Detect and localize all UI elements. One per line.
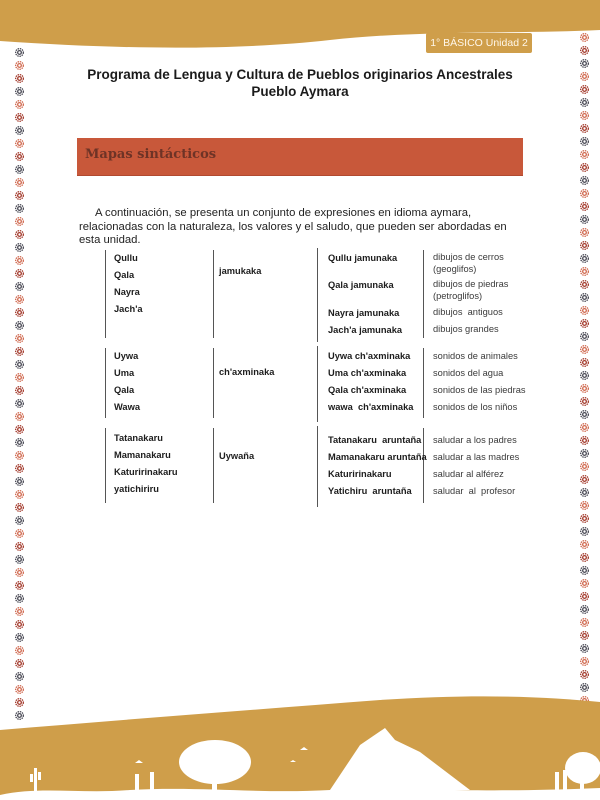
aymara-expression: Jach'a jamunaka bbox=[328, 325, 403, 335]
rosette-icon bbox=[14, 45, 25, 56]
rosette-icon bbox=[14, 487, 25, 498]
intro-paragraph: A continuación, se presenta un conjunto de expresiones en idioma aymara, relacionadas con la naturaleza, los valores y el saludo, que pueden ser abordadas en esta unidad. bbox=[79, 207, 507, 246]
rosette-icon bbox=[579, 563, 590, 574]
column-divider bbox=[105, 348, 106, 418]
rosette-icon bbox=[14, 552, 25, 563]
rosette-icon bbox=[14, 318, 25, 329]
rosette-icon bbox=[14, 448, 25, 459]
rosette-icon bbox=[579, 641, 590, 652]
rosette-icon bbox=[579, 43, 590, 54]
rosette-icon bbox=[579, 381, 590, 392]
rosette-icon bbox=[579, 615, 590, 626]
rosette-icon bbox=[579, 173, 590, 184]
rosette-icon bbox=[14, 136, 25, 147]
rosette-icon bbox=[14, 383, 25, 394]
aymara-expression: Uywa ch'axminaka bbox=[328, 351, 411, 361]
aymara-expression: Yatichiru aruntaña bbox=[328, 486, 412, 496]
suffix-word: Uywaña bbox=[219, 451, 255, 461]
rosette-icon bbox=[579, 186, 590, 197]
aymara-expression: Katuririnakaru bbox=[328, 469, 392, 479]
rosette-icon bbox=[579, 446, 590, 457]
spanish-meaning: saludar al alférez bbox=[433, 469, 504, 479]
rosette-icon bbox=[579, 654, 590, 665]
right-decorative-border bbox=[576, 30, 592, 710]
rosette-icon bbox=[14, 344, 25, 355]
rosette-icon bbox=[579, 472, 590, 483]
spanish-meaning: saludar a las madres bbox=[433, 452, 520, 462]
rosette-icon bbox=[579, 511, 590, 522]
rosette-icon bbox=[579, 238, 590, 249]
rosette-icon bbox=[579, 251, 590, 262]
column-divider bbox=[105, 428, 106, 503]
rosette-icon bbox=[14, 331, 25, 342]
rosette-icon bbox=[14, 253, 25, 264]
rosette-icon bbox=[14, 370, 25, 381]
spanish-meaning: sonidos de las piedras bbox=[433, 385, 526, 395]
rosette-icon bbox=[579, 433, 590, 444]
rosette-icon bbox=[14, 565, 25, 576]
rosette-icon bbox=[579, 134, 590, 145]
rosette-icon bbox=[14, 175, 25, 186]
rosette-icon bbox=[14, 123, 25, 134]
spanish-meaning: dibujos de cerros (geoglifos) bbox=[433, 252, 507, 274]
rosette-icon bbox=[14, 201, 25, 212]
rosette-icon bbox=[14, 110, 25, 121]
rosette-icon bbox=[579, 524, 590, 535]
column-divider bbox=[213, 348, 214, 418]
rosette-icon bbox=[579, 290, 590, 301]
root-word: Uywa bbox=[114, 351, 139, 361]
column-divider bbox=[423, 348, 424, 418]
rosette-icon bbox=[579, 498, 590, 509]
rosette-icon bbox=[14, 643, 25, 654]
column-divider bbox=[423, 250, 424, 338]
aymara-expression: Tatanakaru aruntaña bbox=[328, 435, 422, 445]
rosette-icon bbox=[579, 108, 590, 119]
rosette-icon bbox=[14, 591, 25, 602]
rosette-icon bbox=[14, 409, 25, 420]
root-word: Mamanakaru bbox=[114, 450, 171, 460]
rosette-icon bbox=[579, 329, 590, 340]
rosette-icon bbox=[14, 669, 25, 680]
aymara-expression: Qullu jamunaka bbox=[328, 253, 398, 263]
rosette-icon bbox=[579, 602, 590, 613]
rosette-icon bbox=[14, 630, 25, 641]
spanish-meaning: sonidos del agua bbox=[433, 368, 504, 378]
rosette-icon bbox=[579, 303, 590, 314]
rosette-icon bbox=[579, 420, 590, 431]
rosette-icon bbox=[14, 396, 25, 407]
rosette-icon bbox=[579, 212, 590, 223]
rosette-icon bbox=[14, 266, 25, 277]
rosette-icon bbox=[14, 604, 25, 615]
rosette-icon bbox=[14, 240, 25, 251]
aymara-expression: Qala ch'axminaka bbox=[328, 385, 407, 395]
root-word: yatichiriru bbox=[114, 484, 159, 494]
rosette-icon bbox=[579, 576, 590, 587]
spanish-meaning: dibujos grandes bbox=[433, 324, 499, 334]
aymara-expression: Mamanakaru aruntaña bbox=[328, 452, 427, 462]
column-divider bbox=[317, 426, 318, 507]
grade-unit-badge: 1° BÁSICO Unidad 2 bbox=[426, 33, 532, 53]
rosette-icon bbox=[579, 199, 590, 210]
aymara-expression: Uma ch'axminaka bbox=[328, 368, 407, 378]
suffix-word: jamukaka bbox=[219, 266, 262, 276]
rosette-icon bbox=[14, 149, 25, 160]
title-line-people: Pueblo Aymara bbox=[251, 84, 349, 99]
rosette-icon bbox=[14, 656, 25, 667]
aymara-expression: wawa ch'axminaka bbox=[328, 402, 414, 412]
rosette-icon bbox=[579, 355, 590, 366]
spanish-meaning: saludar al profesor bbox=[433, 486, 516, 496]
bottom-landscape-illustration bbox=[0, 690, 600, 800]
column-divider bbox=[423, 428, 424, 503]
root-word: Jach'a bbox=[114, 304, 143, 314]
column-divider bbox=[213, 428, 214, 503]
rosette-icon bbox=[579, 30, 590, 41]
rosette-icon bbox=[579, 407, 590, 418]
rosette-icon bbox=[579, 589, 590, 600]
root-word: Qala bbox=[114, 385, 135, 395]
rosette-icon bbox=[14, 578, 25, 589]
rosette-icon bbox=[579, 264, 590, 275]
rosette-icon bbox=[14, 227, 25, 238]
rosette-icon bbox=[14, 539, 25, 550]
root-word: Nayra bbox=[114, 287, 140, 297]
rosette-icon bbox=[579, 368, 590, 379]
column-divider bbox=[317, 346, 318, 422]
root-word: Qullu bbox=[114, 253, 138, 263]
left-decorative-border bbox=[11, 45, 27, 735]
root-word: Qala bbox=[114, 270, 135, 280]
rosette-icon bbox=[14, 279, 25, 290]
page-title bbox=[0, 66, 600, 100]
section-heading: Mapas sintácticos bbox=[85, 147, 217, 162]
root-word: Wawa bbox=[114, 402, 141, 412]
root-word: Tatanakaru bbox=[114, 433, 163, 443]
rosette-icon bbox=[579, 342, 590, 353]
column-divider bbox=[105, 250, 106, 338]
rosette-icon bbox=[14, 188, 25, 199]
spanish-meaning: saludar a los padres bbox=[433, 435, 517, 445]
rosette-icon bbox=[14, 162, 25, 173]
root-word: Katuririnakaru bbox=[114, 467, 178, 477]
rosette-icon bbox=[579, 485, 590, 496]
rosette-icon bbox=[579, 537, 590, 548]
rosette-icon bbox=[579, 667, 590, 678]
column-divider bbox=[213, 250, 214, 338]
rosette-icon bbox=[14, 357, 25, 368]
suffix-word: ch'axminaka bbox=[219, 367, 275, 377]
aymara-expression: Nayra jamunaka bbox=[328, 308, 400, 318]
spanish-meaning: sonidos de animales bbox=[433, 351, 518, 361]
rosette-icon bbox=[579, 160, 590, 171]
spanish-meaning: sonidos de los niños bbox=[433, 402, 518, 412]
rosette-icon bbox=[579, 459, 590, 470]
rosette-icon bbox=[579, 225, 590, 236]
rosette-icon bbox=[14, 422, 25, 433]
rosette-icon bbox=[14, 617, 25, 628]
spanish-meaning: dibujos de piedras (petroglifos) bbox=[433, 279, 512, 301]
title-line-program: Programa de Lengua y Cultura de Pueblos originarios Ancestrales bbox=[87, 67, 513, 82]
rosette-icon bbox=[14, 305, 25, 316]
rosette-icon bbox=[14, 526, 25, 537]
rosette-icon bbox=[579, 316, 590, 327]
rosette-icon bbox=[14, 474, 25, 485]
rosette-icon bbox=[579, 121, 590, 132]
column-divider bbox=[317, 248, 318, 342]
rosette-icon bbox=[579, 550, 590, 561]
rosette-icon bbox=[14, 214, 25, 225]
rosette-icon bbox=[14, 461, 25, 472]
rosette-icon bbox=[14, 513, 25, 524]
rosette-icon bbox=[14, 292, 25, 303]
aymara-expression: Qala jamunaka bbox=[328, 280, 394, 290]
root-word: Uma bbox=[114, 368, 135, 378]
rosette-icon bbox=[579, 394, 590, 405]
rosette-icon bbox=[579, 147, 590, 158]
rosette-icon bbox=[14, 500, 25, 511]
rosette-icon bbox=[579, 628, 590, 639]
rosette-icon bbox=[579, 277, 590, 288]
spanish-meaning: dibujos antiguos bbox=[433, 307, 503, 317]
rosette-icon bbox=[14, 435, 25, 446]
section-header-bar bbox=[77, 138, 523, 176]
